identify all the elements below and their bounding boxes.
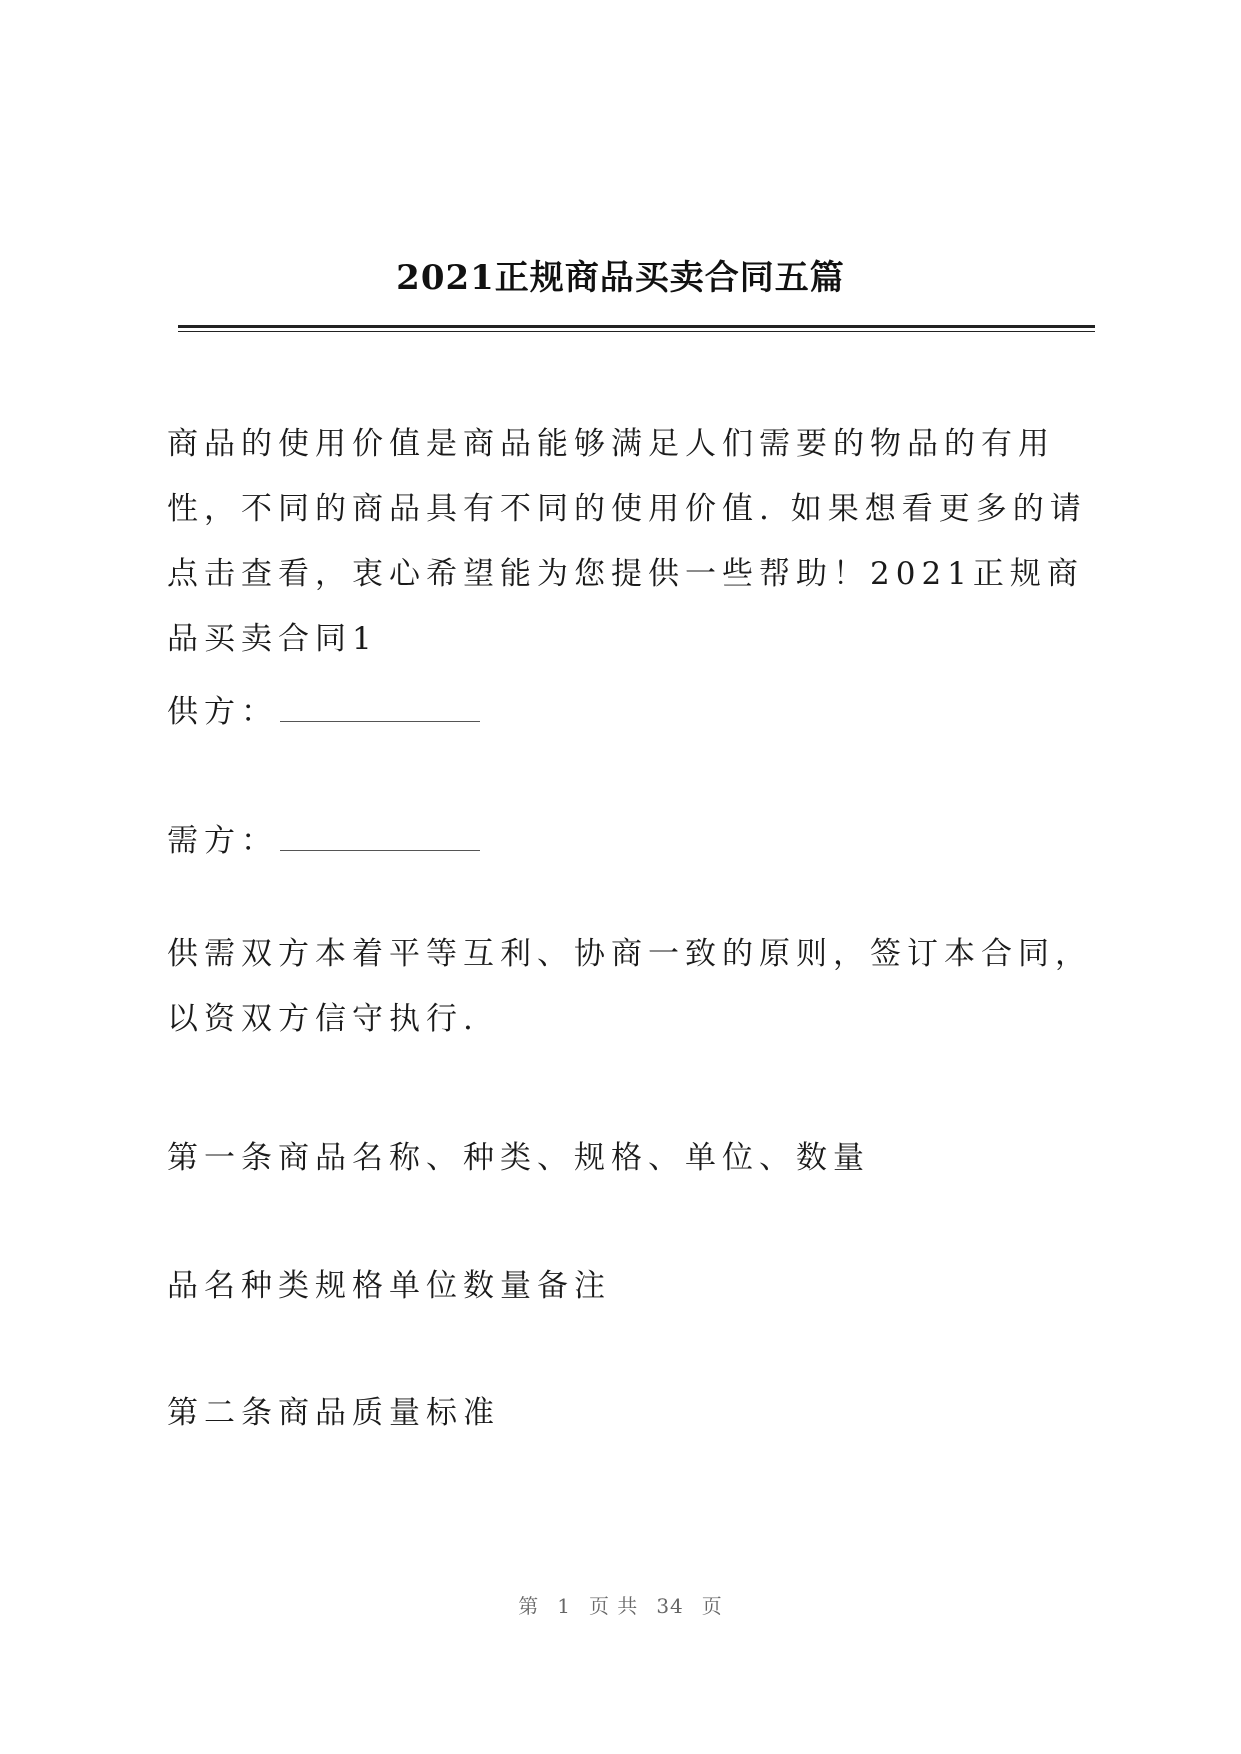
agreement-paragraph: 供需双方本着平等互利、协商一致的原则，签订本合同，以资双方信守执行. <box>167 936 1092 1037</box>
buyer-label: 需方： <box>167 823 278 859</box>
goods-table-header: 品名种类规格单位数量备注 <box>167 1268 611 1304</box>
buyer-line <box>167 815 480 860</box>
article-2-heading: 第二条商品质量标准 <box>167 1395 500 1431</box>
document-title: 2021正规商品买卖合同五篇 <box>396 258 845 298</box>
page-footer <box>0 1590 1241 1619</box>
footer-suffix: 页 <box>701 1594 723 1618</box>
intro-paragraph: 商品的使用价值是商品能够满足人们需要的物品的有用性，不同的商品具有不同的使用价值. 如果想看更多的请点击查看，衷心希望能为您提供一些帮助！2021正规商品买卖合同1 <box>167 426 1087 657</box>
title-rule-thin <box>178 331 1095 332</box>
footer-prefix: 第 <box>518 1594 540 1618</box>
supplier-line <box>167 686 480 731</box>
supplier-blank-field[interactable] <box>280 697 480 722</box>
footer-middle: 页 共 <box>588 1594 639 1618</box>
footer-total-pages: 34 <box>656 1594 684 1618</box>
buyer-blank-field[interactable] <box>280 826 480 851</box>
supplier-label: 供方： <box>167 694 278 730</box>
footer-current-page: 1 <box>557 1594 571 1618</box>
article-1-heading: 第一条商品名称、种类、规格、单位、数量 <box>167 1140 870 1176</box>
